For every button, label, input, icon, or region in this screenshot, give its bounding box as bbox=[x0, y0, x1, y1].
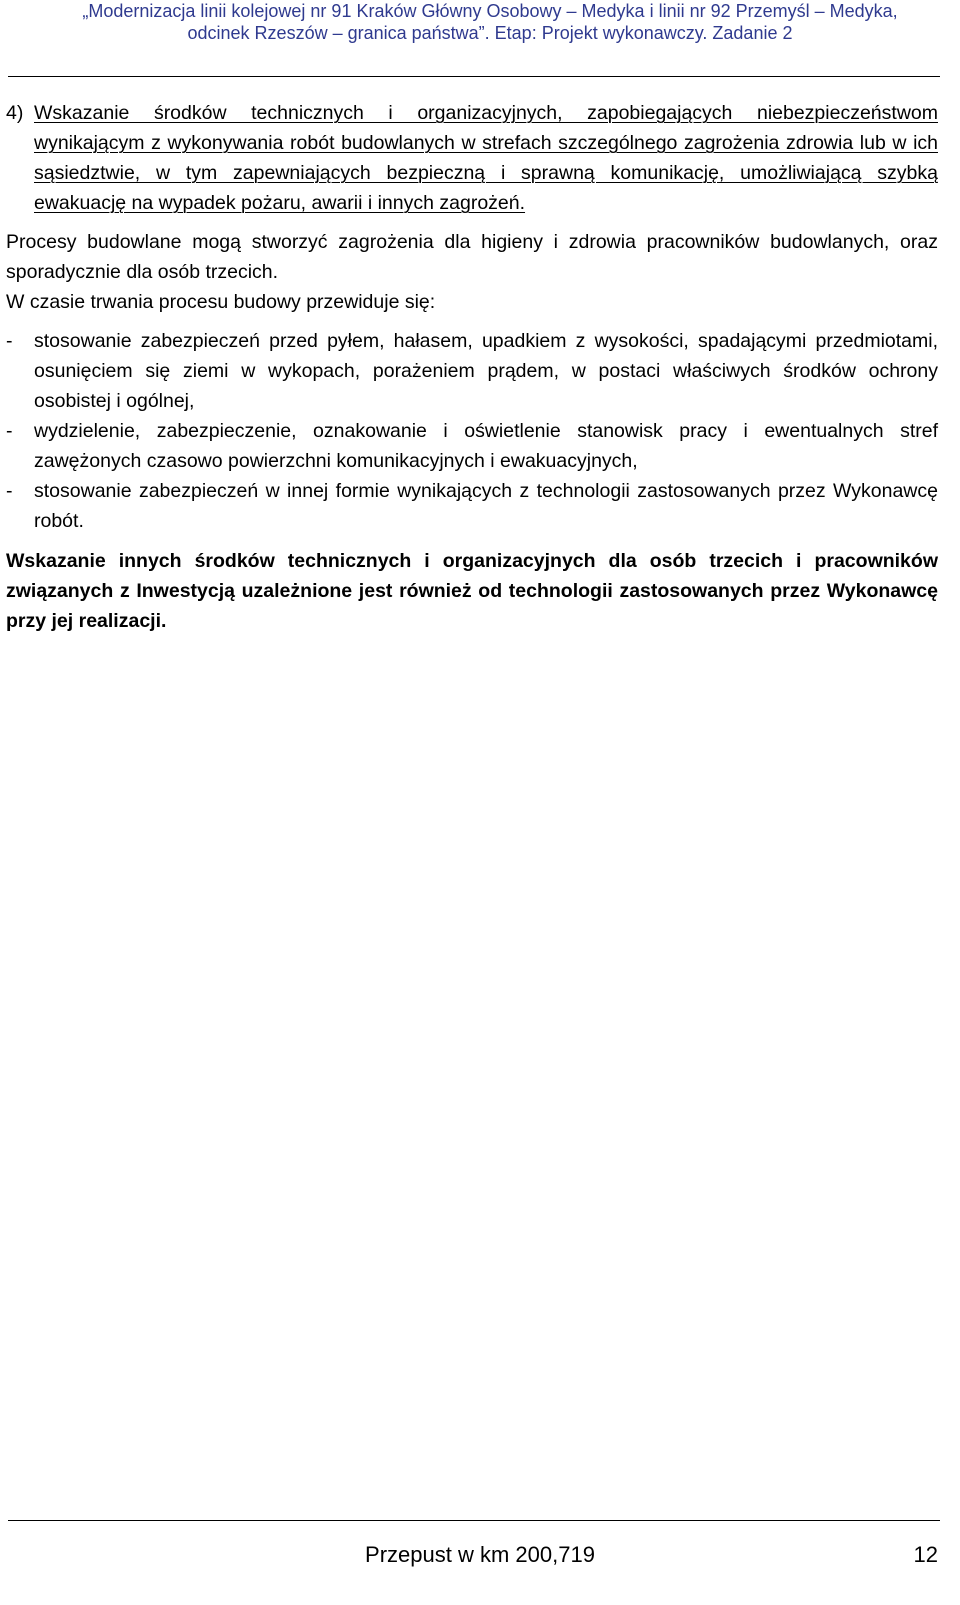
list-item bbox=[6, 326, 938, 416]
list-item-text: wydzielenie, zabezpieczenie, oznakowanie i oświetlenie stanowisk pracy i ewentualnych stref zawężonych czasowo powierzchni komunikacyjnych i ewakuacyjnych, bbox=[34, 420, 938, 472]
document-body bbox=[6, 98, 938, 636]
page-number: 12 bbox=[913, 1542, 938, 1567]
list-item bbox=[6, 476, 938, 536]
list-dash: - bbox=[6, 420, 13, 442]
footer-divider bbox=[8, 1520, 940, 1521]
section-title: Wskazanie środków technicznych i organizacyjnych, zapobiegających niebezpieczeństwom wynikającym z wykonywania robót budowlanych w strefach szczególnego zagrożenia zdrowia lub w ich sąsiedztwie, w tym zapewniających bezpieczną i sprawną komunikację, umożliwiającą szybką ewakuację na wypadek pożaru, awarii i innych zagrożeń. bbox=[34, 102, 938, 214]
measures-list bbox=[6, 326, 938, 536]
lead-paragraph: W czasie trwania procesu budowy przewiduje się: bbox=[6, 291, 436, 313]
header-divider bbox=[8, 76, 940, 77]
footer-title: Przepust w km 200,719 bbox=[365, 1542, 595, 1567]
header-line-1: „Modernizacja linii kolejowej nr 91 Kraków Główny Osobowy – Medyka i linii nr 92 Przemyśl – Medyka, bbox=[82, 1, 898, 21]
document-header bbox=[40, 0, 940, 44]
list-dash: - bbox=[6, 480, 13, 502]
list-item-text: stosowanie zabezpieczeń w innej formie wynikających z technologii zastosowanych przez Wykonawcę robót. bbox=[34, 480, 938, 532]
section-heading bbox=[6, 98, 938, 218]
list-dash: - bbox=[6, 330, 13, 352]
list-item bbox=[6, 416, 938, 476]
list-item-text: stosowanie zabezpieczeń przed pyłem, hałasem, upadkiem z wysokości, spadającymi przedmiotami, osunięciem się ziemi w wykopach, porażeniem prądem, w postaci właściwych środków ochrony osobistej i ogólnej, bbox=[34, 330, 938, 412]
section-number: 4) bbox=[6, 102, 24, 124]
intro-paragraph: Procesy budowlane mogą stworzyć zagrożenia dla higieny i zdrowia pracowników budowlanych, oraz sporadycznie dla osób trzecich. bbox=[6, 231, 938, 283]
bold-statement: Wskazanie innych środków technicznych i organizacyjnych dla osób trzecich i pracowników związanych z Inwestycją uzależnione jest również od technologii zastosowanych przez Wykonawcę przy jej realizacji. bbox=[6, 550, 938, 632]
header-line-2: odcinek Rzeszów – granica państwa”. Etap: Projekt wykonawczy. Zadanie 2 bbox=[187, 23, 793, 43]
